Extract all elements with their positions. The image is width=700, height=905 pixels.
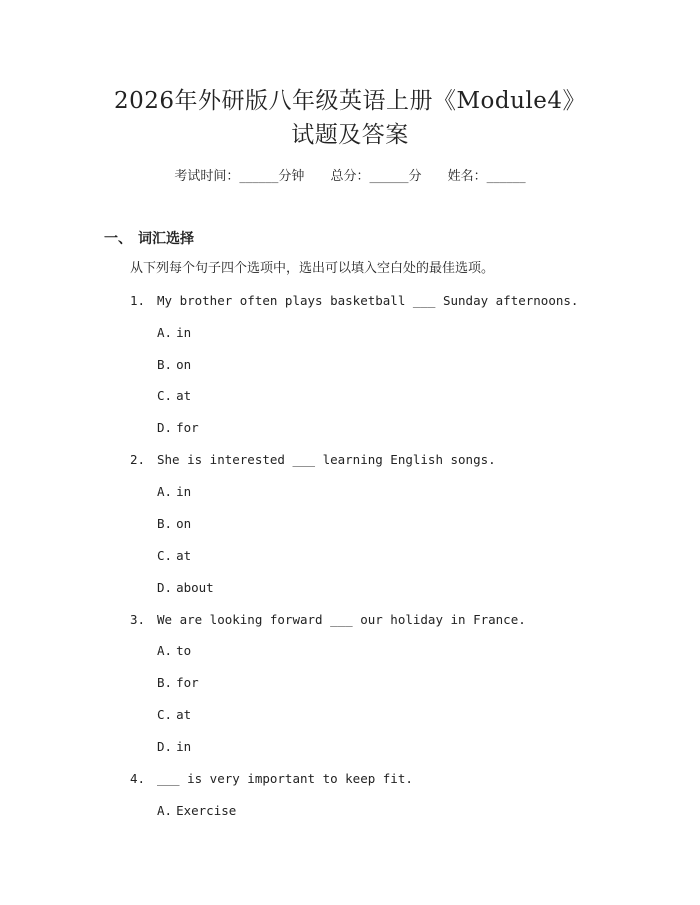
question-3 <box>130 610 526 630</box>
option-text: about <box>176 580 214 595</box>
option-label: A. <box>157 803 173 818</box>
student-name-field: 姓名：______ <box>447 169 526 184</box>
option-label: C. <box>157 707 173 722</box>
question-2 <box>130 450 496 470</box>
question-text: My brother often plays basketball ___ Sunday afternoons. <box>157 293 579 308</box>
question-number: 3. <box>130 612 146 627</box>
question-number: 2. <box>130 452 146 467</box>
option-label: B. <box>157 516 173 531</box>
exam-time-field: 考试时间：______分钟 <box>174 169 305 184</box>
document-title-line2: 试题及答案 <box>291 122 409 148</box>
option-label: D. <box>157 580 173 595</box>
option-text: on <box>176 357 192 372</box>
document-title-line1: 2026年外研版八年级英语上册《Module4》 <box>113 88 587 114</box>
question-number: 4. <box>130 771 146 786</box>
option-item <box>157 386 191 406</box>
option-label: B. <box>157 357 173 372</box>
option-item <box>157 673 199 693</box>
option-text: at <box>176 707 192 722</box>
option-label: A. <box>157 325 173 340</box>
total-score-field: 总分：______分 <box>330 169 422 184</box>
option-text: on <box>176 516 192 531</box>
option-text: in <box>176 739 192 754</box>
option-item <box>157 546 191 566</box>
option-label: D. <box>157 739 173 754</box>
option-text: at <box>176 388 192 403</box>
option-label: B. <box>157 675 173 690</box>
question-4 <box>130 769 413 789</box>
question-text: She is interested ___ learning English songs. <box>157 452 496 467</box>
section-title: 词汇选择 <box>138 231 194 247</box>
option-item <box>157 482 191 502</box>
section-heading <box>104 229 194 249</box>
option-text: for <box>176 420 199 435</box>
option-item <box>157 737 191 757</box>
option-label: C. <box>157 548 173 563</box>
question-text: ___ is very important to keep fit. <box>157 771 413 786</box>
option-item <box>157 418 199 438</box>
question-1 <box>130 291 578 311</box>
option-item <box>157 514 191 534</box>
option-item <box>157 641 191 661</box>
section-instruction: 从下列每个句子四个选项中，选出可以填入空白处的最佳选项。 <box>130 261 495 276</box>
option-item <box>157 801 236 821</box>
option-item <box>157 578 214 598</box>
section-number: 一、 <box>104 231 132 247</box>
option-text: for <box>176 675 199 690</box>
exam-meta-row <box>0 167 700 187</box>
option-label: A. <box>157 484 173 499</box>
option-text: in <box>176 484 192 499</box>
option-text: to <box>176 643 192 658</box>
option-item <box>157 705 191 725</box>
question-number: 1. <box>130 293 146 308</box>
option-label: D. <box>157 420 173 435</box>
option-text: at <box>176 548 192 563</box>
option-label: A. <box>157 643 173 658</box>
option-item <box>157 323 191 343</box>
option-item <box>157 355 191 375</box>
option-text: Exercise <box>176 803 237 818</box>
question-text: We are looking forward ___ our holiday in France. <box>157 612 526 627</box>
option-text: in <box>176 325 192 340</box>
option-label: C. <box>157 388 173 403</box>
